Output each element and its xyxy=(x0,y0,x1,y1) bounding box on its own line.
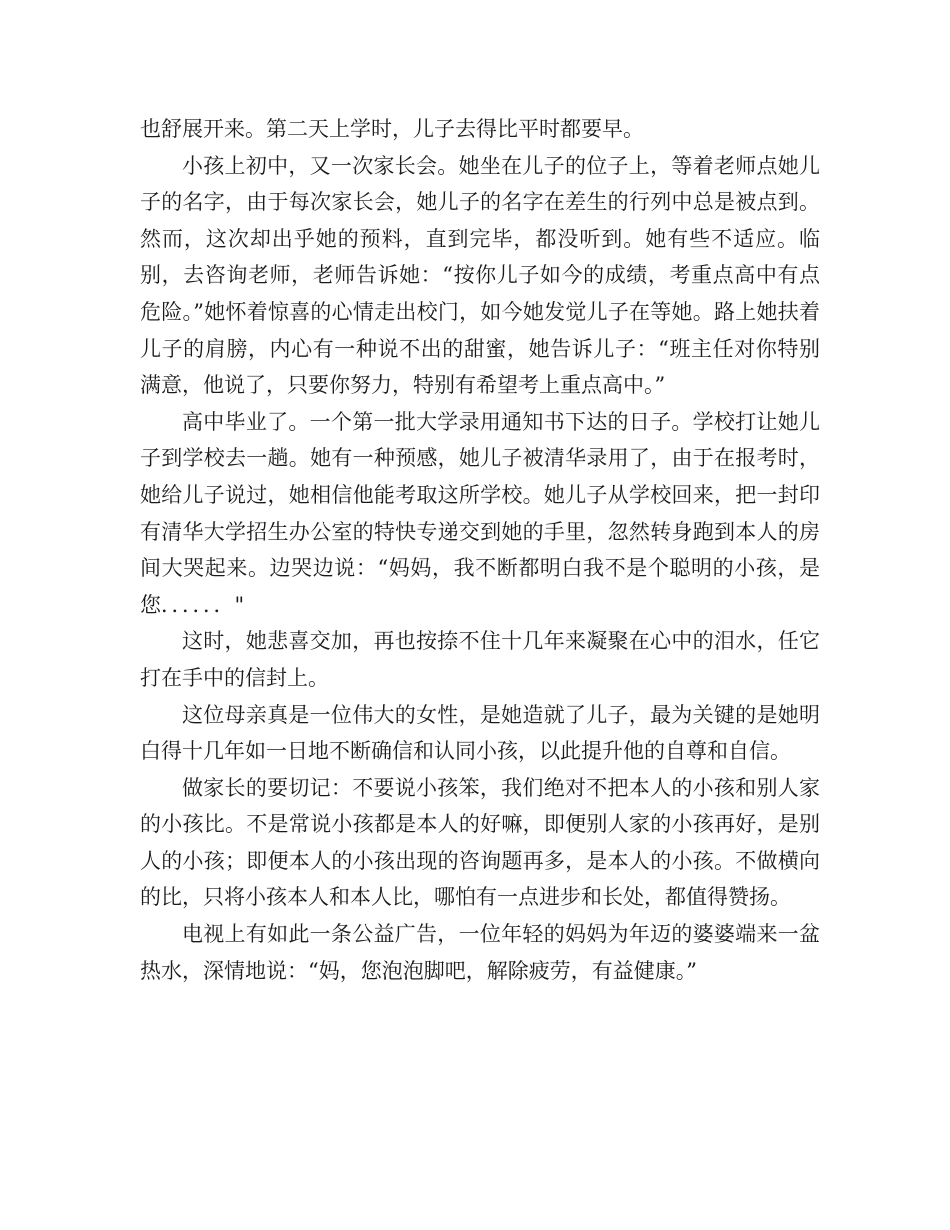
paragraph: 做家长的要切记：不要说小孩笨，我们绝对不把本人的小孩和别人家的小孩比。不是常说小孩都是本人的好嘛，即便别人家的小孩再好，是别人的小孩；即便本人的小孩出现的咨询题再多，是本人的小孩。不做横向的比，只将小孩本人和本人比，哪怕有一点进步和长处，都值得赞扬。 xyxy=(140,775,820,910)
paragraph: 也舒展开来。第二天上学时，儿子去得比平时都要早。 xyxy=(140,117,644,141)
document-page xyxy=(140,111,820,989)
paragraph: 电视上有如此一条公益广告，一位年轻的妈妈为年迈的婆婆端来一盆热水，深情地说：“妈，您泡泡脚吧，解除疲劳，有益健康。” xyxy=(140,922,820,983)
paragraph: 小孩上初中，又一次家长会。她坐在儿子的位子上，等着老师点她儿子的名字，由于每次家长会，她儿子的名字在差生的行列中总是被点到。然而，这次却出乎她的预料，直到完毕，都没听到。她有些不适应。临别，去咨询老师，老师告诉她：“按你儿子如今的成绩，考重点高中有点危险。”她怀着惊喜的心情走出校门，如今她发觉儿子在等她。路上她扶着儿子的肩膀，内心有一种说不出的甜蜜，她告诉儿子：“班主任对你特别满意，他说了，只要你努力，特别有希望考上重点高中。” xyxy=(140,153,820,398)
paragraph: 这时，她悲喜交加，再也按捺不住十几年来凝聚在心中的泪水，任它打在手中的信封上。 xyxy=(140,629,820,690)
paragraph: 这位母亲真是一位伟大的女性，是她造就了儿子，最为关键的是她明白得十几年如一日地不断确信和认同小孩，以此提升他的自尊和自信。 xyxy=(140,702,820,764)
paragraph: 高中毕业了。一个第一批大学录用通知书下达的日子。学校打让她儿子到学校去一趟。她有一种预感，她儿子被清华录用了，由于在报考时，她给儿子说过，她相信他能考取这所学校。她儿子从学校回来，把一封印有清华大学招生办公室的特快专递交到她的手里，忽然转身跑到本人的房间大哭起来。边哭边说：“妈妈，我不断都明白我不是个聪明的小孩，是您．．．．．．" xyxy=(140,409,820,617)
